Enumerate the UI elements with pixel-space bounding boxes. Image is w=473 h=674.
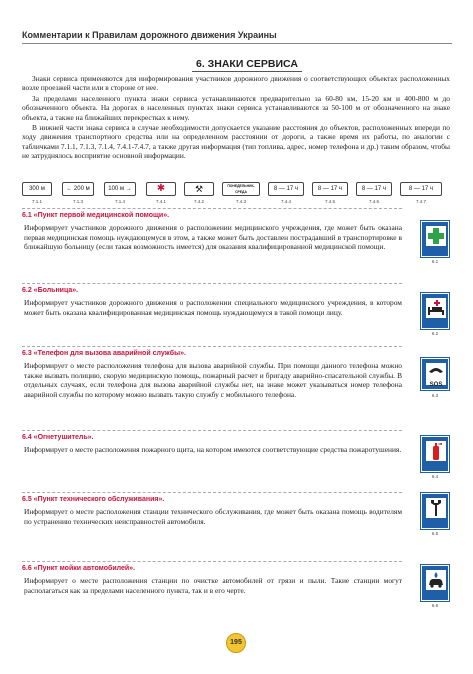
hospital-bed-icon — [426, 298, 446, 318]
intro-paragraph: За пределами населенного пункта знаки сервиса устанавливаются предварительно за 60-80 км, 15-20 км и 400-800 м до обозначенного объекта. На дорогах в населенных пунктах знаки сервиса устанавливаются за 50-100 м от обозначенного на знаке объекта, а также на ближайших перекрестках к нему. — [22, 93, 450, 122]
supplementary-plates — [22, 182, 452, 210]
sign-heading: 6.5 «Пункт технического обслуживания». — [22, 496, 165, 503]
sign-heading: 6.1 «Пункт первой медицинской помощи». — [22, 212, 170, 219]
plate-distance-left: ← 200 м — [62, 182, 94, 196]
plate-number: 7.4.2 — [193, 199, 204, 204]
plate-number: 7.1.4 — [114, 199, 125, 204]
sign-number: 6.5 — [431, 531, 439, 536]
sign-6-2 — [421, 293, 449, 329]
sign-heading: 6.4 «Огнетушитель». — [22, 434, 94, 441]
sign-section-6-4 — [22, 430, 402, 455]
sign-section-6-2 — [22, 283, 402, 317]
sos-label: SOS — [429, 382, 443, 388]
sign-description: Информирует участников дорожного движения о расположении специального медицинского учреждения, в котором может быть оказана квалифицированная медицинская помощь нуждающемуся в такой помощи лицу. — [24, 298, 402, 317]
sign-6-6 — [421, 565, 449, 601]
sign-description: Информирует о месте расположения пожарного щита, на котором имеются соответствующие средства пожаротушения. — [24, 445, 402, 454]
sign-6-5 — [421, 493, 449, 529]
plate-weekend: ✱ — [146, 182, 176, 196]
sign-section-6-6 — [22, 561, 402, 595]
intro-text — [22, 74, 450, 162]
sign-description: Информирует о месте расположения телефона для вызова аварийной службы. При помощи данного телефона можно также вызвать полицию, скорую медицинскую помощь, пожарный расчет и бригаду аварийно-спасательной службы. В отдельных случаях, если телефона для вызова аварийной службы нет, на знаке может указываться номер телефона аварийной службы по которому можно вызвать такую службу с мобильного телефона. — [24, 361, 402, 399]
sign-number: 6.2 — [431, 331, 439, 336]
section-title: 6. ЗНАКИ СЕРВИСА — [192, 58, 302, 72]
plate-number: 7.4.4 — [280, 199, 291, 204]
sign-number: 6.4 — [431, 474, 439, 479]
sign-number: 6.1 — [431, 259, 439, 264]
sign-section-6-3 — [22, 346, 402, 399]
plate-hours: 8 — 17 ч — [356, 182, 392, 196]
plate-number: 7.1.3 — [72, 199, 83, 204]
plate-hours: 8 — 17 ч — [312, 182, 348, 196]
intro-paragraph: Знаки сервиса применяются для информирования участников дорожного движения о соответствующих объектах расположенных возле проезжей части или в стороне от нее. — [22, 74, 450, 93]
intro-paragraph: В нижней части знака сервиса в случае необходимости допускается указание расстояния до объектов, расположенных впереди по ходу движения транспортного средства или на определенном расстоянии от дороги, а также время их работы, по аналогии с табличками 7.1.1, 7.1.3, 7.1.4, 7.4.1-7.4.7, а также другая информация (тип топлива, адрес, номер телефона и др.) таким образом, чтобы не затруднялось восприятие основной информации. — [22, 123, 450, 161]
plate-days: ПОНЕДЕЛЬНИК-СРЕДА — [222, 182, 260, 196]
sign-6-1 — [421, 221, 449, 257]
plate-number: 7.1.1 — [31, 199, 42, 204]
running-header: Комментарии к Правилам дорожного движения Украины — [22, 30, 452, 44]
car-wash-icon — [426, 570, 446, 590]
sign-description: Информирует о месте расположения станции по очистке автомобилей от грязи и пыли. Такие станции могут располагаться как за пределами населенного пункта, так и в его черте. — [24, 576, 402, 595]
sign-description: Информирует о месте расположения станции технического обслуживания, где может быть оказана помощь водителям по устранению технических неисправностей автомобиля. — [24, 507, 402, 526]
phone-handset-icon — [426, 364, 446, 376]
sign-description: Информирует участников дорожного движения о расположении медицинского учреждения, где может быть оказана первая медицинская помощь нуждающемуся в этом, а также может быть доставлен пострадавший в транспортировке в ближайшую больницу (если такая возможность имеется) для оказания квалифицированной медицинской помощи. — [24, 223, 402, 252]
plate-number: 7.4.7 — [415, 199, 426, 204]
fire-extinguisher-icon — [426, 441, 446, 461]
wrench-icon — [426, 498, 446, 518]
plate-number: 7.4.1 — [155, 199, 166, 204]
plate-distance-right: 100 м → — [104, 182, 136, 196]
sign-number: 6.3 — [431, 393, 439, 398]
sos-phone-icon — [426, 363, 446, 388]
sign-section-6-5 — [22, 492, 402, 526]
sign-heading: 6.3 «Телефон для вызова аварийной службы». — [22, 350, 186, 357]
plate-number: 7.4.6 — [368, 199, 379, 204]
first-aid-cross-icon — [426, 226, 446, 246]
sign-6-3 — [421, 358, 449, 390]
sign-heading: 6.6 «Пункт мойки автомобилей». — [22, 565, 136, 572]
plate-workdays: ⚒ — [184, 182, 214, 196]
plate-number: 7.4.3 — [235, 199, 246, 204]
plate-number: 7.4.5 — [324, 199, 335, 204]
page-number: 195 — [226, 633, 246, 653]
sign-6-4 — [421, 436, 449, 472]
plate-hours: 8 — 17 ч — [400, 182, 442, 196]
sign-number: 6.6 — [431, 603, 439, 608]
sign-heading: 6.2 «Больница». — [22, 287, 79, 294]
plate-distance: 300 м — [22, 182, 52, 196]
sign-section-6-1 — [22, 208, 402, 252]
plate-hours: 8 — 17 ч — [268, 182, 304, 196]
